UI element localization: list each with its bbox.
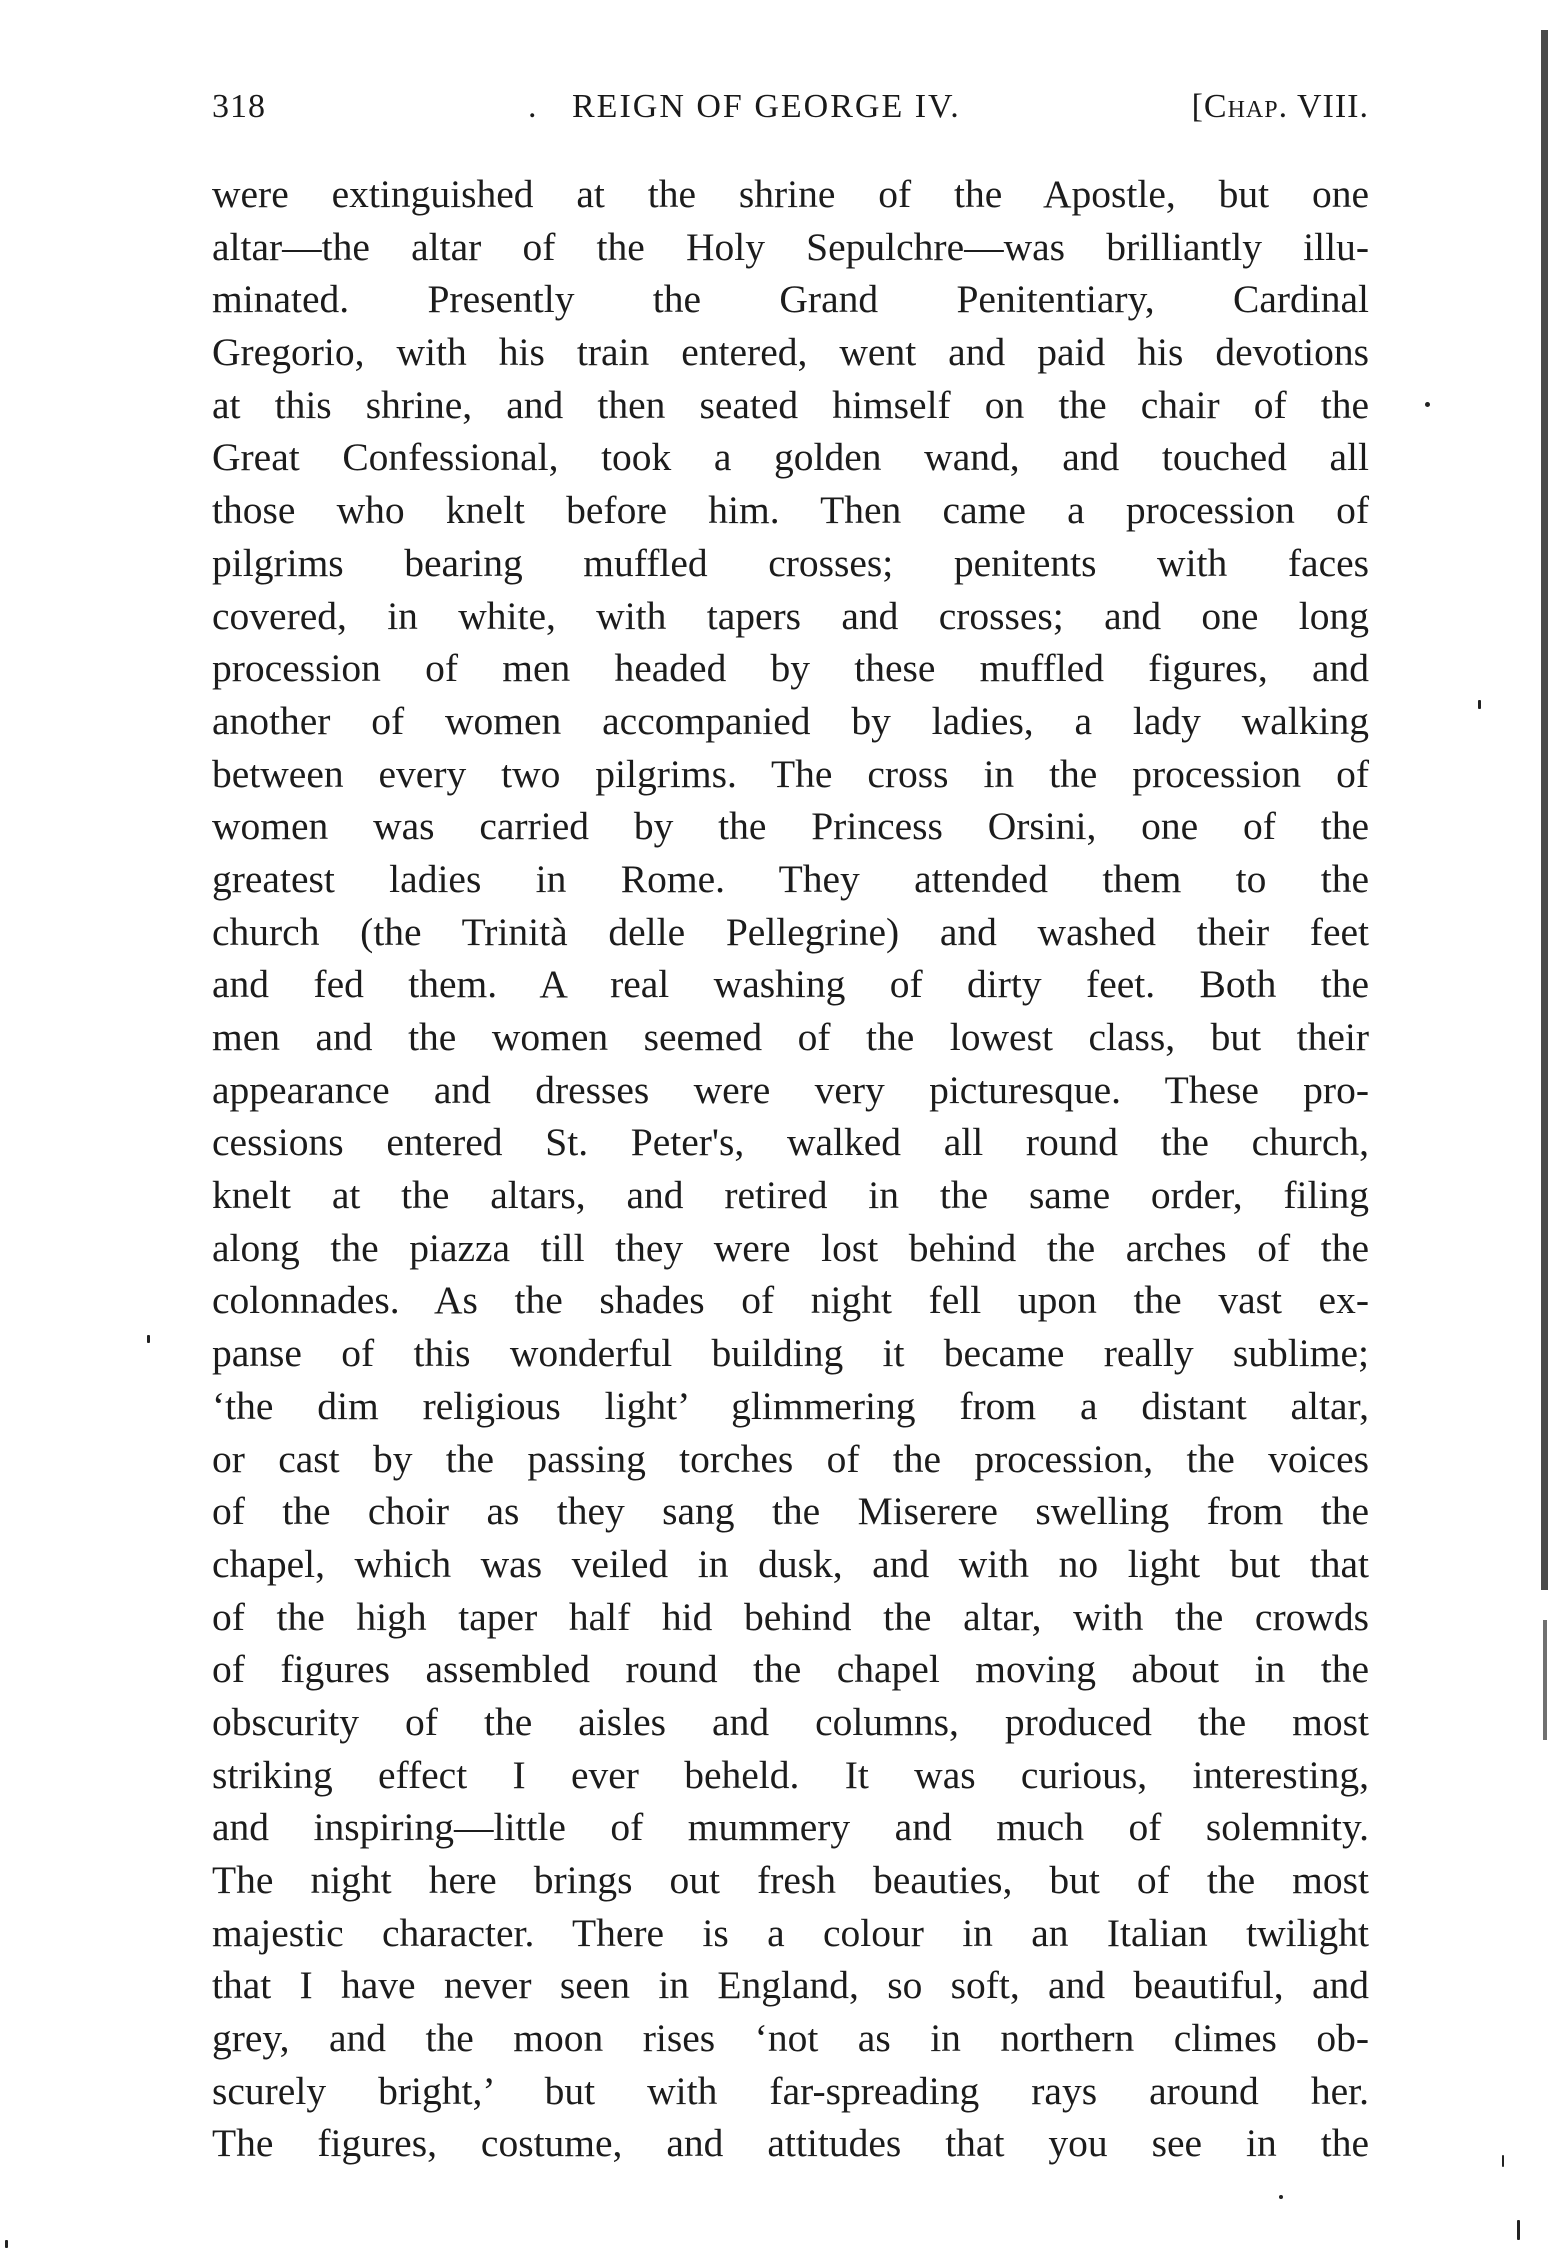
text-line: cessions entered St. Peter's, walked all round the church, bbox=[212, 1120, 1369, 1165]
text-line: were extinguished at the shrine of the Apostle, but one bbox=[212, 172, 1369, 216]
text-line: appearance and dresses were very picturesque. These pro- bbox=[212, 1067, 1369, 1112]
gutter-shadow-lower bbox=[1543, 1620, 1547, 1740]
gutter-shadow bbox=[1541, 30, 1548, 1590]
text-line: and fed them. A real washing of dirty feet. Both the bbox=[212, 962, 1369, 1007]
text-line: of figures assembled round the chapel moving about in the bbox=[212, 1647, 1369, 1692]
scan-speck bbox=[1502, 2155, 1504, 2167]
text-line: those who knelt before him. Then came a procession of bbox=[212, 488, 1369, 533]
text-line: of the high taper half hid behind the altar, with the crowds bbox=[212, 1594, 1369, 1639]
text-line: knelt at the altars, and retired in the same order, filing bbox=[212, 1173, 1369, 1218]
text-line: The night here brings out fresh beauties, but of the most bbox=[212, 1858, 1369, 1902]
text-line: grey, and the moon rises ‘not as in northern climes ob- bbox=[212, 2016, 1369, 2061]
text-line: majestic character. There is a colour in an Italian twilight bbox=[212, 1910, 1369, 1955]
text-line: men and the women seemed of the lowest class, but their bbox=[212, 1015, 1369, 1059]
page-number: 318 bbox=[212, 88, 266, 125]
text-line: ‘the dim religious light’ glimmering from a distant altar, bbox=[212, 1383, 1369, 1428]
chapter-label: [Chap. VIII. bbox=[1191, 88, 1369, 125]
text-line: and inspiring—little of mummery and much of solemnity. bbox=[212, 1805, 1369, 1850]
text-line: women was carried by the Princess Orsini, one of the bbox=[212, 804, 1369, 849]
running-title: REIGN OF GEORGE IV. bbox=[572, 88, 961, 125]
text-line: another of women accompanied by ladies, a lady walking bbox=[212, 698, 1369, 743]
scan-speck bbox=[1517, 2220, 1520, 2240]
text-line: or cast by the passing torches of the procession, the voices bbox=[212, 1436, 1369, 1481]
text-line: covered, in white, with tapers and crosses; and one long bbox=[212, 593, 1369, 638]
body-text bbox=[212, 168, 1369, 2170]
text-line: pilgrims bearing muffled crosses; penitents with faces bbox=[212, 540, 1369, 585]
text-line: Great Confessional, took a golden wand, and touched all bbox=[212, 435, 1369, 480]
text-line: scurely bright,’ but with far-spreading rays around her. bbox=[212, 2068, 1369, 2113]
text-line: altar—the altar of the Holy Sepulchre—was brilliantly illu- bbox=[212, 224, 1369, 269]
text-line: greatest ladies in Rome. They attended them to the bbox=[212, 856, 1369, 901]
scan-speck bbox=[1478, 700, 1481, 709]
text-line: obscurity of the aisles and columns, produced the most bbox=[212, 1699, 1369, 1744]
running-head bbox=[212, 88, 1369, 134]
text-line: between every two pilgrims. The cross in the procession of bbox=[212, 751, 1369, 796]
scan-speck bbox=[147, 1335, 150, 1343]
text-line: panse of this wonderful building it became really sublime; bbox=[212, 1331, 1369, 1376]
text-line: striking effect I ever beheld. It was curious, interesting, bbox=[212, 1752, 1369, 1797]
text-line: chapel, which was veiled in dusk, and with no light but that bbox=[212, 1541, 1369, 1586]
text-line: minated. Presently the Grand Penitentiary, Cardinal bbox=[212, 277, 1369, 322]
scan-speck bbox=[1425, 402, 1430, 407]
scan-speck bbox=[5, 2240, 8, 2248]
text-line: church (the Trinità delle Pellegrine) and washed their feet bbox=[212, 909, 1369, 954]
text-line: colonnades. As the shades of night fell upon the vast ex- bbox=[212, 1278, 1369, 1323]
scan-speck bbox=[1279, 2195, 1283, 2199]
text-line: Gregorio, with his train entered, went and paid his devotions bbox=[212, 330, 1369, 375]
text-line: that I have never seen in England, so soft, and beautiful, and bbox=[212, 1963, 1369, 2008]
text-line: The figures, costume, and attitudes that you see in the bbox=[212, 2121, 1369, 2166]
text-line: at this shrine, and then seated himself on the chair of the bbox=[212, 382, 1369, 427]
text-line: of the choir as they sang the Miserere swelling from the bbox=[212, 1489, 1369, 1534]
text-line: along the piazza till they were lost behind the arches of the bbox=[212, 1225, 1369, 1270]
text-line: procession of men headed by these muffled figures, and bbox=[212, 646, 1369, 691]
header-separator: . bbox=[528, 88, 538, 125]
